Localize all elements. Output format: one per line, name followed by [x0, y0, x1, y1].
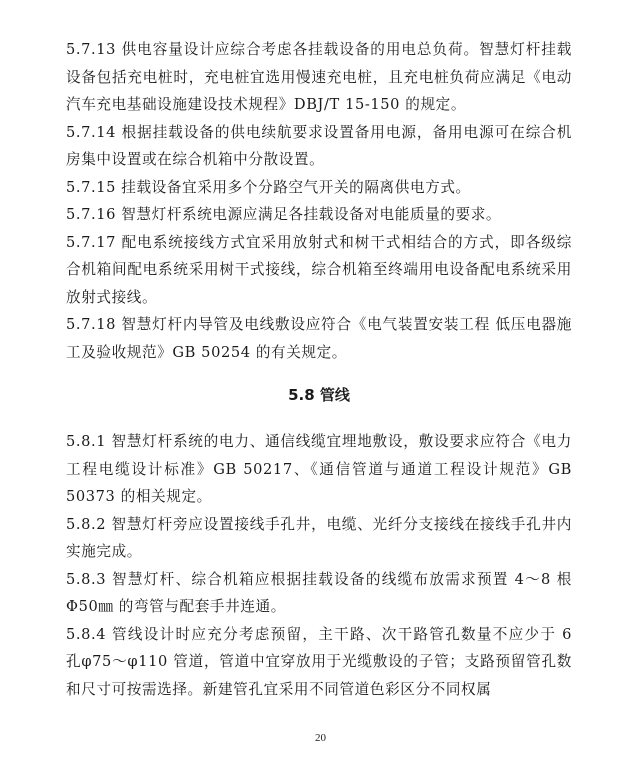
clause-5-7-18: 5.7.18 智慧灯杆内导管及电线敷设应符合《电气装置安装工程 低压电器施工及验收规范》GB 50254 的有关规定。 — [66, 316, 572, 361]
clause-5-7-16: 5.7.16 智慧灯杆系统电源应满足各挂载设备对电能质量的要求。 — [66, 206, 502, 223]
clause-5-7-14: 5.7.14 根据挂载设备的供电续航要求设置备用电源，备用电源可在综合机房集中设置或在综合机箱中分散设置。 — [66, 123, 572, 168]
clause-5-8-3: 5.8.3 智慧灯杆、综合机箱应根据挂载设备的线缆布放需求预置 4～8 根Φ50㎜ 的弯管与配套手井连通。 — [66, 570, 572, 615]
clause-5-7-13: 5.7.13 供电容量设计应综合考虑各挂载设备的用电总负荷。智慧灯杆挂载设备包括充电桩时，充电桩宜选用慢速充电桩，且充电桩负荷应满足《电动汽车充电基础设施建设技术规程》DBJ/T 15-150 的规定。 — [66, 41, 572, 113]
clause-5-8-1: 5.8.1 智慧灯杆系统的电力、通信线缆宜埋地敷设，敷设要求应符合《电力工程电缆设计标准》GB 50217、《通信管道与通道工程设计规范》GB 50373 的相关规定。 — [66, 433, 572, 505]
clause-5-8-2: 5.8.2 智慧灯杆旁应设置接线手孔井，电缆、光纤分支接线在接线手孔井内实施完成。 — [66, 515, 572, 560]
clause-5-7-15: 5.7.15 挂载设备宜采用多个分路空气开关的隔离供电方式。 — [66, 178, 471, 196]
page-number: 20 — [315, 732, 326, 744]
clause-5-8-4: 5.8.4 管线设计时应充分考虑预留，主干路、次干路管孔数量不应少于 6 孔φ75～φ110 管道，管道中宜穿放用于光缆敷设的子管；支路预留管孔数和尺寸可按需选择。新建管孔宜采用不同管道色彩区分不同权属 — [66, 625, 572, 698]
clause-5-7-17: 5.7.17 配电系统接线方式宜采用放射式和树干式相结合的方式，即各级综合机箱间配电系统采用树干式接线，综合机箱至终端用电设备配电系统采用放射式接线。 — [66, 233, 572, 306]
page-content — [66, 36, 572, 703]
section-heading: 5.8 管线 — [288, 386, 350, 404]
